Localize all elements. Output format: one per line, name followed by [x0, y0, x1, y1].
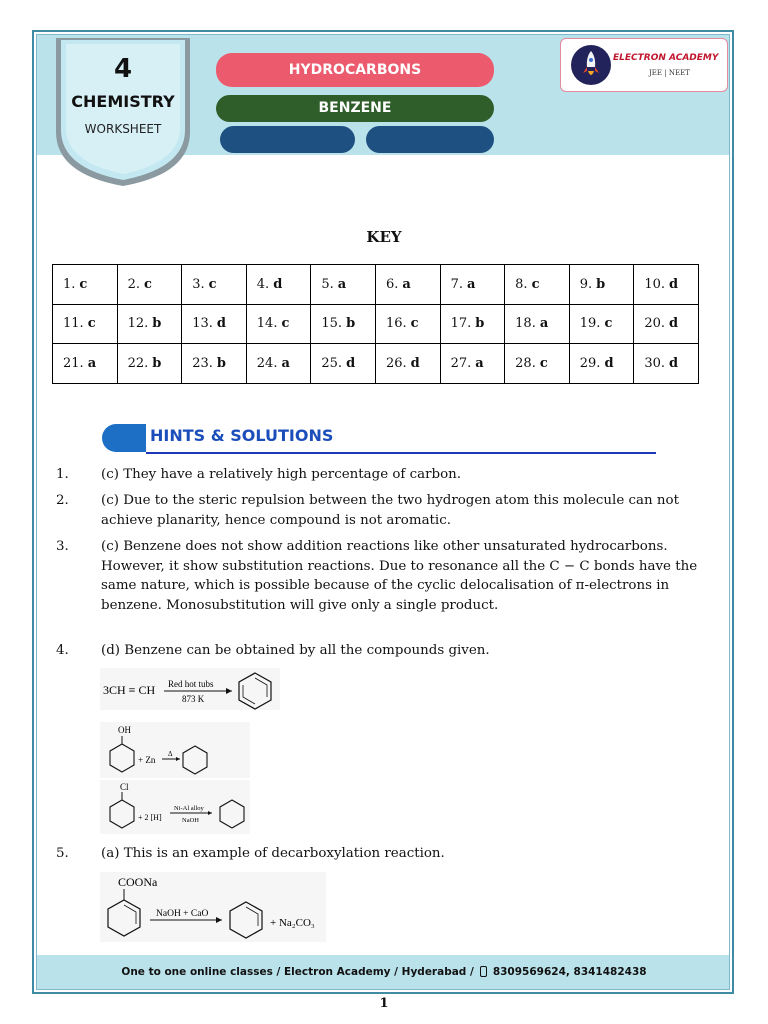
solution-number: 2. [56, 493, 69, 508]
question-number: 6. [385, 276, 399, 292]
footer-text: One to one online classes / Electron Academy / Hyderabad / [121, 966, 474, 978]
footer-contact [0, 966, 768, 978]
benzene-ring-icon [110, 744, 134, 772]
key-cell [569, 344, 634, 384]
question-number: 15. [321, 316, 343, 332]
answer-option: c [281, 316, 290, 332]
question-number: 1. [63, 276, 76, 292]
solution-number: 3. [56, 539, 69, 554]
reaction-condition: 873 K [182, 694, 205, 704]
answer-option: b [346, 316, 356, 332]
reaction-substituent: OH [118, 725, 131, 735]
answer-option: d [273, 276, 283, 292]
question-number: 20. [644, 316, 666, 332]
question-number: 30. [644, 355, 666, 371]
worksheet-number: 4 [113, 54, 133, 84]
question-number: 22. [127, 355, 149, 371]
key-cell [117, 304, 182, 344]
question-number: 23. [192, 355, 213, 371]
reaction-condition: NaOH [182, 817, 199, 824]
blank-pill-right [366, 126, 494, 153]
answer-option: c [531, 276, 540, 292]
arrowhead-icon [226, 688, 232, 694]
key-title: KEY [366, 228, 402, 246]
benzene-ring-icon [220, 800, 244, 828]
question-number: 19. [579, 316, 601, 332]
question-number: 11. [63, 316, 84, 332]
arrowhead-icon [176, 757, 180, 761]
answer-option: c [539, 355, 548, 371]
reaction-substituent: Cl [120, 782, 129, 792]
answer-option: d [669, 355, 679, 371]
key-cell [375, 265, 440, 305]
question-number: 29. [579, 355, 601, 371]
question-number: 17. [450, 316, 472, 332]
worksheet-label: WORKSHEET [84, 122, 162, 136]
footer-phones: 8309569624, 8341482438 [492, 966, 647, 978]
hints-underline [146, 452, 656, 454]
key-cell [440, 265, 505, 305]
answer-option: c [79, 276, 88, 292]
logo-name: ELECTRON ACADEMY [613, 53, 719, 63]
answer-option: c [87, 316, 96, 332]
answer-option: d [346, 355, 356, 371]
question-number: 12. [127, 316, 149, 332]
key-row [53, 344, 699, 384]
reaction-phenol-reduction [100, 722, 250, 778]
key-cell [505, 265, 570, 305]
phone-icon [480, 966, 487, 977]
reaction-condition: Δ [168, 750, 173, 758]
answer-option: d [669, 316, 679, 332]
key-cell [375, 344, 440, 384]
hints-title: HINTS & SOLUTIONS [150, 426, 334, 445]
logo-tagline: JEE | NEET [649, 69, 690, 77]
subject-title: CHEMISTRY [71, 92, 175, 111]
key-cell [311, 304, 376, 344]
key-cell [246, 344, 311, 384]
answer-option: a [337, 276, 347, 292]
worksheet-badge [52, 36, 194, 186]
key-row [53, 304, 699, 344]
key-cell [569, 304, 634, 344]
reaction-condition: Red hot tubs [168, 679, 214, 689]
hints-header [102, 422, 656, 454]
rocket-icon [569, 43, 613, 87]
solution-text: (c) Benzene does not show addition reactions like other unsaturated hydrocarbons. However, it show substitution reactions. Due to resonance all the C − C bonds have the same nature, which is possible because of the cyclic delocalisation of π-electrons in benzene. Monosubstitution will give only a single product. [101, 539, 698, 613]
answer-option: c [410, 316, 419, 332]
answer-option: d [216, 316, 226, 332]
answer-option: d [604, 355, 614, 371]
key-cell [311, 265, 376, 305]
answer-key-table [52, 264, 699, 384]
question-number: 8. [515, 276, 528, 292]
question-number: 18. [515, 316, 536, 332]
solution-number: 4. [56, 643, 69, 658]
solution-number: 5. [56, 846, 69, 861]
key-cell [53, 265, 118, 305]
key-cell [53, 344, 118, 384]
key-cell [505, 304, 570, 344]
question-number: 10. [644, 276, 666, 292]
question-number: 2. [127, 276, 140, 292]
answer-option: d [410, 355, 420, 371]
answer-option: a [466, 276, 476, 292]
question-number: 5. [321, 276, 334, 292]
arrowhead-icon [208, 811, 212, 815]
key-cell [440, 304, 505, 344]
question-number: 4. [256, 276, 270, 292]
question-number: 9. [579, 276, 593, 292]
solution-number: 1. [56, 467, 69, 482]
page-number: 1 [379, 996, 389, 1011]
question-number: 3. [192, 276, 205, 292]
key-cell [634, 304, 699, 344]
key-cell [634, 344, 699, 384]
benzene-ring-icon [183, 746, 207, 774]
answer-option: b [152, 355, 162, 371]
key-cell [182, 265, 247, 305]
solution-text: (c) Due to the steric repulsion between the two hydrogen atom this molecule can not achieve planarity, hence compound is not aromatic. [101, 493, 679, 528]
benzene-ring-icon [110, 800, 134, 828]
answer-option: a [539, 316, 549, 332]
key-cell [246, 304, 311, 344]
key-cell [440, 344, 505, 384]
reaction-reagent: + 2 [H] [138, 813, 162, 822]
question-number: 28. [515, 355, 536, 371]
blank-pill-left [220, 126, 355, 153]
question-number: 7. [450, 276, 463, 292]
solution-text: (d) Benzene can be obtained by all the compounds given. [101, 643, 490, 658]
reaction-acetylene-trimerization [100, 668, 280, 710]
answer-option: a [281, 355, 290, 371]
key-cell [246, 265, 311, 305]
reaction-decarboxylation [100, 872, 326, 942]
key-cell [53, 304, 118, 344]
answer-option: b [216, 355, 226, 371]
answer-option: d [669, 276, 679, 292]
key-cell [311, 344, 376, 384]
solution-text: (c) They have a relatively high percentage of carbon. [101, 467, 462, 482]
key-cell [375, 304, 440, 344]
key-cell [117, 344, 182, 384]
reaction-substituent: COONa [118, 875, 158, 889]
reaction-chlorobenzene-reduction [100, 780, 250, 834]
question-number: 13. [192, 316, 213, 332]
key-cell [634, 265, 699, 305]
answer-option: c [208, 276, 217, 292]
question-number: 24. [256, 355, 278, 371]
question-number: 27. [450, 355, 472, 371]
answer-option: c [604, 316, 613, 332]
answer-option: b [475, 316, 485, 332]
key-cell [117, 265, 182, 305]
answer-option: a [87, 355, 97, 371]
hints-tab-shape [102, 424, 146, 452]
arrowhead-icon [216, 917, 222, 923]
answer-option: a [402, 276, 411, 292]
question-number: 25. [321, 355, 343, 371]
subtopic-pill: BENZENE [216, 95, 494, 122]
question-number: 26. [385, 355, 407, 371]
reaction-reactant: 3CH ≡ CH [103, 683, 156, 697]
topic-pill: HYDROCARBONS [216, 53, 494, 87]
answer-option: c [144, 276, 152, 292]
question-number: 16. [385, 316, 407, 332]
answer-option: b [152, 316, 162, 332]
question-number: 21. [63, 355, 84, 371]
key-cell [182, 304, 247, 344]
key-cell [569, 265, 634, 305]
question-number: 14. [256, 316, 278, 332]
key-row [53, 265, 699, 305]
answer-option: a [475, 355, 484, 371]
academy-logo [560, 38, 728, 92]
reaction-reagent: + Zn [138, 755, 156, 765]
key-cell [505, 344, 570, 384]
answer-option: b [596, 276, 606, 292]
reaction-product: + Na₂CO₃ [270, 917, 315, 929]
key-cell [182, 344, 247, 384]
solution-text: (a) This is an example of decarboxylation reaction. [101, 846, 445, 861]
reaction-condition: NaOH + CaO [156, 909, 209, 919]
reaction-condition: Ni-Al alloy [174, 805, 204, 812]
